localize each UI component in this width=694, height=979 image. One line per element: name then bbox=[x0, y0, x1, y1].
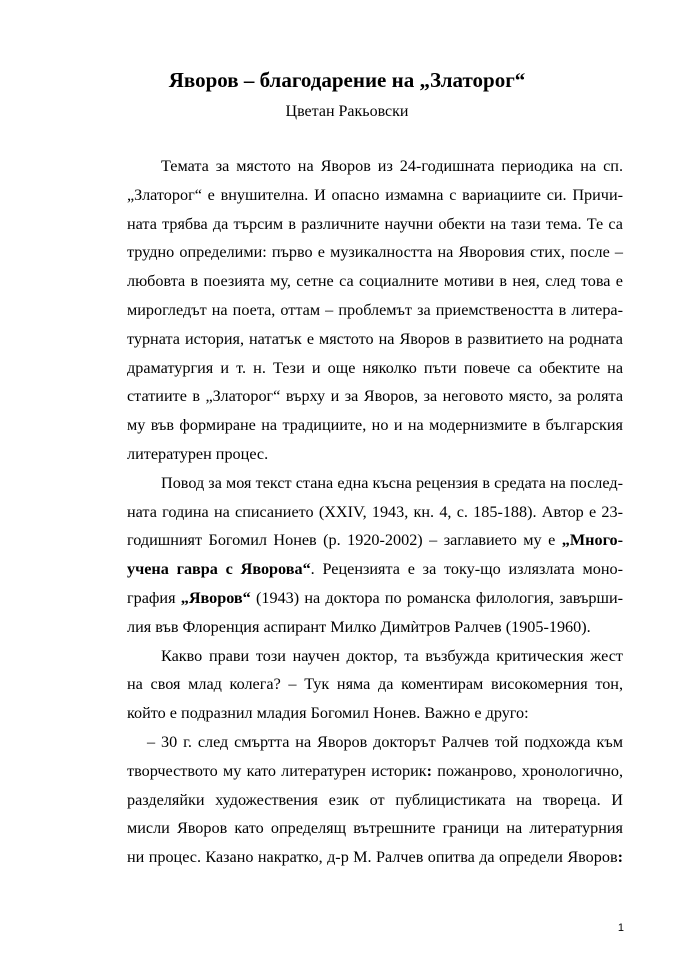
bold-text: : bbox=[617, 848, 623, 867]
paragraph bbox=[127, 469, 623, 642]
text-line: – 30 г. след смъртта на Яворов докторът Ралчев той подхожда към bbox=[147, 732, 623, 751]
bold-text: “ bbox=[302, 560, 311, 579]
text-segment: годишният Богомил Нонев (р. 1920-2002) – заглавието му е bbox=[127, 531, 556, 550]
text-line: му във формиране на традициите, но и на модернизмите в българския bbox=[127, 416, 623, 435]
author-name: Цветан Ракьовски bbox=[285, 103, 409, 120]
text-line: който е подразнил младия Богомил Нонев. Важно е друго: bbox=[127, 704, 529, 723]
paragraph bbox=[127, 642, 623, 728]
text-line bbox=[127, 526, 623, 555]
text-line bbox=[127, 584, 623, 613]
paragraph bbox=[127, 728, 623, 872]
text-segment: ни процес. Казано накратко, д-р М. Ралчев опитва да определи Яворов bbox=[127, 848, 618, 867]
document-body bbox=[127, 152, 623, 872]
text-line: турната история, нататък е мястото на Яворов в развитието на родната bbox=[127, 329, 623, 348]
text-line: лия във Флоренция аспирант Милко Димѝтров Ралчев (1905-1960). bbox=[127, 617, 591, 636]
text-line: литературен процес. bbox=[127, 444, 269, 463]
bold-text: „Много- bbox=[561, 531, 624, 550]
text-line bbox=[127, 757, 623, 786]
text-line bbox=[127, 843, 623, 872]
text-line: мирогледът на поета, оттам – проблемът за приемствеността в литера- bbox=[127, 300, 623, 319]
page-number: 1 bbox=[617, 922, 624, 934]
text-line: на своя млад колега? – Тук няма да коментирам високомерния тон, bbox=[127, 675, 623, 694]
text-line: мисли Яворов като определящ вътрешните граници на литературния bbox=[127, 819, 623, 838]
paragraph bbox=[127, 152, 623, 469]
text-segment: . Рецензията е за току-що излязлата моно- bbox=[310, 560, 623, 579]
text-line: статиите в „Златорог“ върху и за Яворов, за неговото място, за ролята bbox=[127, 387, 623, 406]
text-line: драматургия и т. н. Тези и още няколко пъти повече са обектите на bbox=[127, 358, 623, 377]
text-line: „Златорог“ е внушителна. И опасно измамна с вариациите си. Причи- bbox=[127, 185, 623, 204]
text-line: ната трябва да търсим в различните научни обекти на тази тема. Те са bbox=[127, 214, 623, 233]
page-title: Яворов – благодарение на „Златорог“ bbox=[168, 68, 526, 92]
text-line: ната година на списанието (XXIV, 1943, кн. 4, с. 185-188). Автор е 23- bbox=[127, 502, 623, 521]
text-line: Какво прави този научен доктор, та възбужда критическия жест bbox=[161, 646, 623, 665]
text-segment: (1943) на доктора по романска филология, завърши- bbox=[250, 588, 623, 607]
bold-text: „Яворов“ bbox=[180, 588, 251, 607]
text-line: трудно определими: първо е музикалността на Яворовия стих, после – bbox=[127, 243, 623, 262]
text-line bbox=[127, 555, 623, 584]
text-line: разделяйки художествения език от публицистиката на твореца. И bbox=[127, 790, 623, 809]
bold-text: учена гавра с Яворова bbox=[127, 560, 303, 579]
bold-text: : bbox=[426, 761, 432, 780]
text-segment: творчеството му като литературен историк bbox=[127, 761, 427, 780]
text-line: любовта в поезията му, сетне са социалните мотиви в нея, след това е bbox=[127, 272, 623, 291]
text-segment: графия bbox=[127, 588, 176, 607]
text-line: Темата за мястото на Яворов из 24-годишната периодика на сп. bbox=[161, 157, 623, 175]
text-line: Повод за моя текст стана една късна рецензия в средата на послед- bbox=[161, 473, 623, 492]
text-segment: пожанрово, хронологично, bbox=[432, 761, 623, 780]
